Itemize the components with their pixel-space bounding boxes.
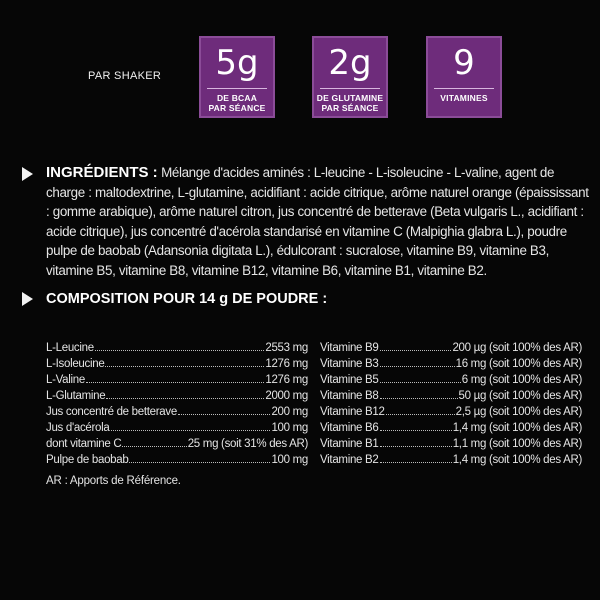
row-value: 1276 mg xyxy=(265,374,308,386)
row-value: 200 mg xyxy=(271,406,308,418)
table-row xyxy=(320,388,582,404)
stat-divider xyxy=(320,88,380,89)
row-value: 6 mg (soit 100% des AR) xyxy=(461,374,582,386)
row-value: 2,5 µg (soit 100% des AR) xyxy=(455,406,582,418)
stat-value: 2g xyxy=(328,43,372,83)
row-name: Pulpe de baobab xyxy=(46,454,129,466)
table-row xyxy=(320,436,582,452)
composition-table-left xyxy=(46,340,308,468)
row-name: Vitamine B1 xyxy=(320,438,379,450)
row-value: 1276 mg xyxy=(265,358,308,370)
dot-leader xyxy=(380,452,452,463)
dot-leader xyxy=(380,356,455,367)
table-row xyxy=(320,420,582,436)
table-row xyxy=(320,372,582,388)
row-name: L-Valine xyxy=(46,374,85,386)
stat-value: 9 xyxy=(453,43,475,83)
row-value: 50 µg (soit 100% des AR) xyxy=(458,390,582,402)
row-value: 1,1 mg (soit 100% des AR) xyxy=(452,438,582,450)
triangle-bullet-icon xyxy=(22,292,33,306)
row-name: Jus d'acérola xyxy=(46,422,110,434)
table-row xyxy=(46,388,308,404)
dot-leader xyxy=(380,372,461,383)
composition-table-right xyxy=(320,340,582,468)
dot-leader xyxy=(380,340,452,351)
dot-leader xyxy=(111,420,271,431)
composition-title: COMPOSITION POUR 14 g DE POUDRE : xyxy=(46,291,328,307)
row-value: 100 mg xyxy=(271,422,308,434)
row-name: Vitamine B8 xyxy=(320,390,379,402)
ingredients-label: INGRÉDIENTS : xyxy=(46,164,158,181)
stat-value: 5g xyxy=(215,43,259,83)
stat-box-bcaa xyxy=(199,36,275,118)
row-name: dont vitamine C xyxy=(46,438,122,450)
row-name: Vitamine B5 xyxy=(320,374,379,386)
ingredients-block xyxy=(46,163,591,281)
row-value: 25 mg (soit 31% des AR) xyxy=(187,438,308,450)
table-row xyxy=(46,372,308,388)
row-name: Vitamine B3 xyxy=(320,358,379,370)
stat-box-vitamines xyxy=(426,36,502,118)
dot-leader xyxy=(380,420,452,431)
table-row xyxy=(320,404,582,420)
dot-leader xyxy=(129,452,270,463)
row-value: 200 µg (soit 100% des AR) xyxy=(452,342,582,354)
row-name: Vitamine B9 xyxy=(320,342,379,354)
dot-leader xyxy=(122,436,186,447)
row-name: L-Isoleucine xyxy=(46,358,105,370)
dot-leader xyxy=(86,372,264,383)
row-value: 16 mg (soit 100% des AR) xyxy=(455,358,582,370)
row-value: 2000 mg xyxy=(265,390,308,402)
shaker-label: PAR SHAKER xyxy=(88,70,162,82)
table-row xyxy=(46,452,308,468)
table-row xyxy=(320,356,582,372)
table-row xyxy=(320,452,582,468)
footnote: AR : Apports de Référence. xyxy=(46,475,181,487)
dot-leader xyxy=(380,436,452,447)
table-row xyxy=(46,436,308,452)
row-value: 2553 mg xyxy=(265,342,308,354)
dot-leader xyxy=(178,404,271,415)
table-row xyxy=(46,340,308,356)
row-value: 100 mg xyxy=(271,454,308,466)
row-name: Jus concentré de betterave xyxy=(46,406,177,418)
ingredients-text: Mélange d'acides aminés : L-leucine - L-isoleucine - L-valine, agent de charge : maltodextrine, L-glutamine, acidifiant : acide citrique, arôme naturel orange (épaississant : gomme arabique), arôme naturel citron, jus concentré de betterave (Beta vulgaris L., acidifiant : acide citrique), jus concentré d'acérola standarisé en vitamine C (Malpighia glabra L.), poudre pulpe de baobab (Adansonia digitata L.), édulcorant : sucralose, vitamine B9, vitamine B3, vitamine B5, vitamine B8, vitamine B12, vitamine B6, vitamine B1, vitamine B2. xyxy=(46,165,589,278)
table-row xyxy=(46,404,308,420)
dot-leader xyxy=(95,340,265,351)
dot-leader xyxy=(106,388,264,399)
row-name: Vitamine B12 xyxy=(320,406,385,418)
stat-caption-line1: DE BCAA xyxy=(216,93,258,103)
row-value: 1,4 mg (soit 100% des AR) xyxy=(452,454,582,466)
dot-leader xyxy=(386,404,455,415)
stat-caption-line1: DE GLUTAMINE xyxy=(316,93,384,103)
stat-box-glutamine xyxy=(312,36,388,118)
row-value: 1,4 mg (soit 100% des AR) xyxy=(452,422,582,434)
stat-caption-line1: VITAMINES xyxy=(440,93,488,103)
dot-leader xyxy=(380,388,458,399)
row-name: L-Glutamine xyxy=(46,390,106,402)
stat-divider xyxy=(207,88,267,89)
table-row xyxy=(46,420,308,436)
stat-caption-line2: PAR SÉANCE xyxy=(321,103,379,113)
row-name: L-Leucine xyxy=(46,342,94,354)
dot-leader xyxy=(105,356,264,367)
table-row xyxy=(320,340,582,356)
row-name: Vitamine B2 xyxy=(320,454,379,466)
table-row xyxy=(46,356,308,372)
stat-caption-line2: PAR SÉANCE xyxy=(208,103,266,113)
row-name: Vitamine B6 xyxy=(320,422,379,434)
triangle-bullet-icon xyxy=(22,167,33,181)
stat-divider xyxy=(434,88,494,89)
